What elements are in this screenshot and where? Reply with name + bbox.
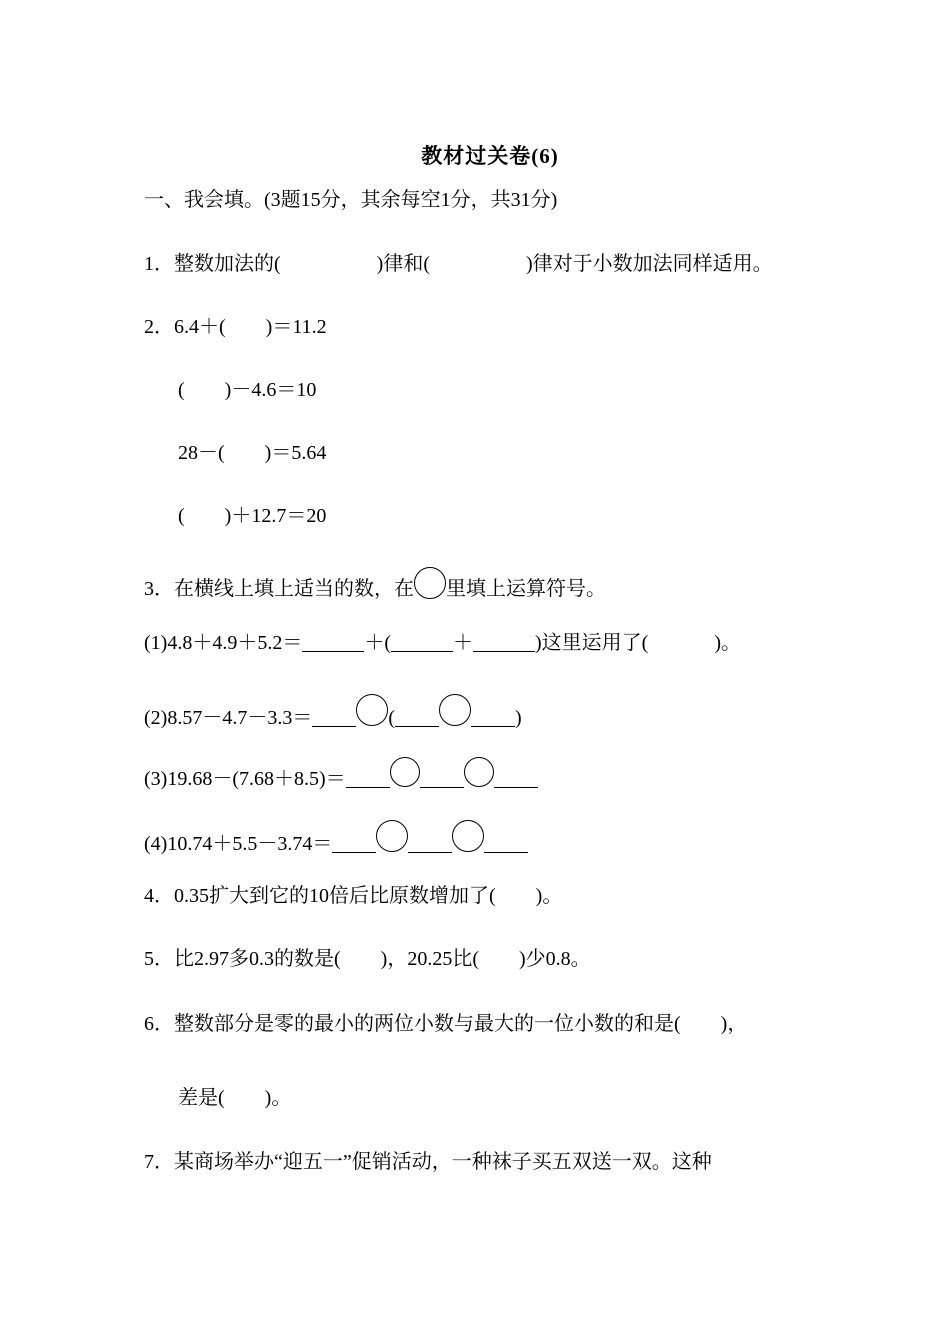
q3-p1-text-c: ＋: [453, 632, 473, 654]
q3-p3-blank-2[interactable]: [420, 767, 464, 788]
q3-p2-text-c: ): [515, 707, 522, 729]
question-3: [144, 567, 606, 601]
q1-text-b: )律和(: [376, 253, 430, 275]
question-3-part-2: [144, 694, 522, 730]
operator-circle-icon[interactable]: [376, 820, 408, 852]
question-6-line-1: 6．整数部分是零的最小的两位小数与最大的一位小数的和是( )，: [144, 1013, 748, 1035]
question-6-line-2: 差是( )。: [178, 1087, 292, 1109]
q3-p2-blank-1[interactable]: [312, 706, 356, 727]
q3-p4-blank-3[interactable]: [484, 832, 528, 853]
q3-p4-blank-1[interactable]: [332, 832, 376, 853]
question-3-part-1: [144, 631, 741, 655]
operator-circle-icon[interactable]: [356, 694, 388, 726]
page-title: 教材过关卷(6): [421, 144, 559, 168]
q3-p1-blank-1[interactable]: [302, 631, 364, 652]
q3-p4-text-a: (4)10.74＋5.5－3.74＝: [144, 833, 333, 855]
q3-p1-blank-3[interactable]: [473, 631, 535, 652]
question-5: 5．比2.97多0.3的数是( )，20.25比( )少0.8。: [144, 948, 591, 970]
q1-text-a: 1．整数加法的(: [144, 253, 281, 275]
q3-p3-text-a: (3)19.68－(7.68＋8.5)＝: [144, 768, 346, 790]
q1-text-c: )律对于小数加法同样适用。: [526, 253, 773, 275]
question-2-line-1: 2．6.4＋( )＝11.2: [144, 316, 327, 338]
q3-p1-text-b: ＋(: [364, 632, 391, 654]
q3-p1-text-a: (1)4.8＋4.9＋5.2＝: [144, 632, 303, 654]
section-heading: 一、我会填。(3题15分，其余每空1分，共31分): [144, 189, 558, 211]
question-2-line-3: 28－( )＝5.64: [178, 442, 327, 464]
q3-p1-blank-2[interactable]: [391, 631, 453, 652]
q3-p3-blank-3[interactable]: [494, 767, 538, 788]
question-1: [144, 252, 773, 276]
question-2-line-4: ( )＋12.7＝20: [178, 505, 327, 527]
q3-p2-blank-3[interactable]: [471, 706, 515, 727]
q3-p1-text-e: )。: [714, 632, 741, 654]
operator-circle-icon[interactable]: [390, 757, 420, 787]
q3-p3-blank-1[interactable]: [346, 767, 390, 788]
q3-p2-blank-2[interactable]: [395, 706, 439, 727]
operator-circle-icon[interactable]: [452, 820, 484, 852]
question-4: 4．0.35扩大到它的10倍后比原数增加了( )。: [144, 885, 563, 907]
q3-text-a: 3．在横线上填上适当的数，在: [144, 578, 414, 600]
q3-p1-text-d: )这里运用了(: [535, 632, 649, 654]
q3-p4-blank-2[interactable]: [408, 832, 452, 853]
q3-p2-text-a: (2)8.57－4.7－3.3＝: [144, 707, 313, 729]
question-7: 7．某商场举办“迎五一”促销活动，一种袜子买五双送一双。这种: [144, 1151, 712, 1173]
q3-text-b: 里填上运算符号。: [446, 578, 606, 600]
question-3-part-4: [144, 820, 528, 856]
question-2-line-2: ( )－4.6＝10: [178, 379, 317, 401]
question-3-part-3: [144, 757, 538, 791]
operator-circle-icon[interactable]: [464, 757, 494, 787]
operator-circle-icon[interactable]: [439, 694, 471, 726]
operator-circle-icon: [414, 567, 446, 599]
q3-p2-text-b: (: [388, 707, 395, 729]
